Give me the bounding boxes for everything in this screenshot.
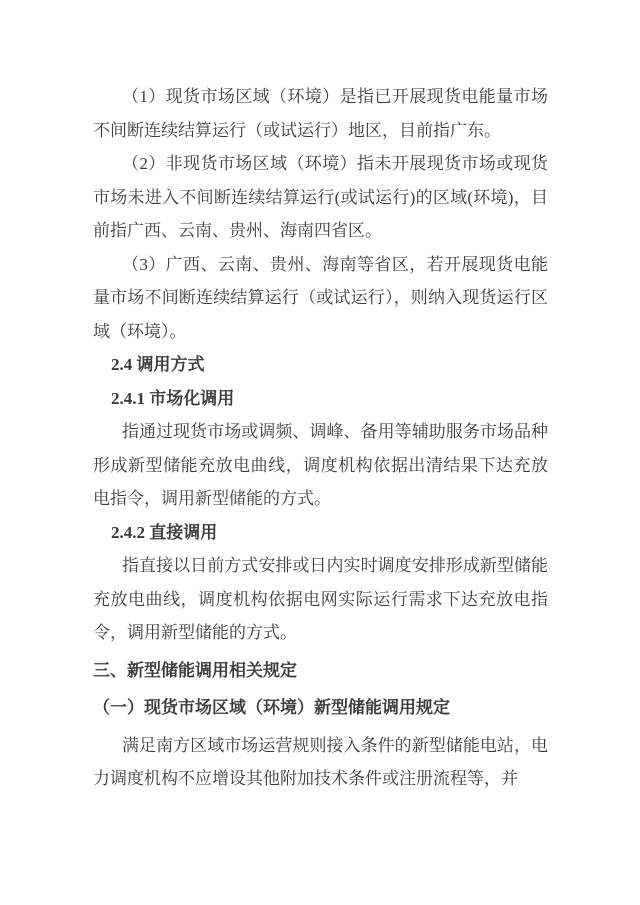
heading-dispatch-mode: 2.4 调用方式 <box>111 355 205 374</box>
para-provinces-spot-inclusion: （3）广西、云南、贵州、海南等省区，若开展现货电能量市场不间断连续结算运行（或试运行），则纳入现货运行区域（环境）。 <box>93 254 548 341</box>
para-market-based-dispatch-desc: 指通过现货市场或调频、调峰、备用等辅助服务市场品种形成新型储能充放电曲线，调度机构依据出清结果下达充放电指令，调用新型储能的方式。 <box>93 422 548 508</box>
heading-direct-dispatch: 2.4.2 直接调用 <box>111 522 218 542</box>
heading-section-3-dispatch-regulations: 三、新型储能调用相关规定 <box>93 660 297 680</box>
para-spot-region-rule-body: 满足南方区域市场运营规则接入条件的新型储能电站，电力调度机构不应增设其他附加技术条件或注册流程等，并 <box>93 735 548 788</box>
heading-section-3-1-spot-region-rules: （一）现货市场区域（环境）新型储能调用规定 <box>93 698 450 717</box>
para-direct-dispatch-desc: 指直接以日前方式安排或日内实时调度安排形成新型储能充放电曲线，调度机构依据电网实际运行需求下达充放电指令，调用新型储能的方式。 <box>93 556 548 642</box>
heading-market-based-dispatch: 2.4.1 市场化调用 <box>111 388 235 408</box>
para-spot-market-region-definition: （1）现货市场区域（环境）是指已开展现货电能量市场不间断连续结算运行（或试运行）地区，目前指广东。 <box>93 87 548 140</box>
para-non-spot-market-region-definition: （2）非现货市场区域（环境）指未开展现货市场或现货市场未进入不间断连续结算运行(或试运行)的区域(环境)，目前指广西、云南、贵州、海南四省区。 <box>93 154 548 240</box>
